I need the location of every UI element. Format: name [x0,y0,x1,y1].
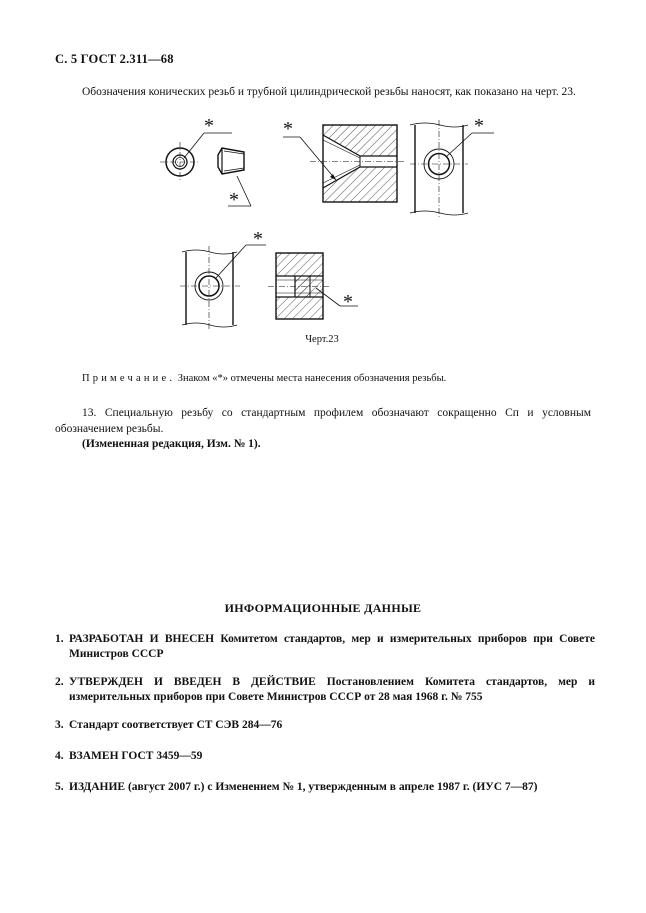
info-item-text: РАЗРАБОТАН И ВНЕСЕН Комитетом стандартов, мер и измерительных приборов при Совете Министров СССР [69,633,595,660]
info-item-text: ВЗАМЕН ГОСТ 3459—59 [69,750,203,762]
info-item-number: 1. [55,633,64,645]
info-item-text: УТВЕРЖДЕН И ВВЕДЕН В ДЕЙСТВИЕ Постановлением Комитета стандартов, мер и измерительных приборов при Совете Министров СССР от 28 мая 1968 г. № 755 [69,676,595,703]
marker-asterisk: * [229,189,239,211]
note-text: Знаком «*» отмечены места нанесения обозначения резьбы. [177,373,447,384]
note-label: Примечание. [82,373,176,384]
view-cylindrical-end [180,245,266,331]
marker-asterisk: * [283,118,293,140]
info-item-number: 4. [55,750,64,762]
figure-caption: Черт.23 [305,334,339,345]
marker-asterisk: * [343,291,353,313]
note-paragraph [82,373,446,384]
info-section-title: ИНФОРМАЦИОННЫЕ ДАННЫЕ [224,601,422,615]
marker-asterisk: * [253,228,263,250]
info-item [55,749,595,764]
edit-note: (Измененная редакция, Изм. № 1). [82,438,261,450]
info-item-number: 5. [55,781,64,793]
info-item [55,718,595,733]
info-item [55,675,595,705]
view-conical-end [160,133,232,182]
page-header: С. 5 ГОСТ 2.311—68 [55,52,174,66]
item-13-paragraph: 13. Специальную резьбу со стандартным профилем обозначают сокращенно Сп и условным обозначением резьбы. [55,407,591,435]
info-item-number: 3. [55,719,64,731]
marker-asterisk: * [474,115,484,137]
intro-paragraph: Обозначения конических резьб и трубной цилиндрической резьбы наносят, как показано на черт. 23. [82,86,576,98]
view-conical-section [283,125,405,202]
info-item-number: 2. [55,676,64,688]
marker-asterisk: * [204,115,214,137]
info-item-text: Стандарт соответствует СТ СЭВ 284—76 [69,719,283,731]
info-item-text: ИЗДАНИЕ (август 2007 г.) с Изменением № 1, утвержденным в апреле 1987 г. (ИУС 7—87) [69,781,538,793]
info-item [55,780,595,795]
info-item [55,632,595,662]
